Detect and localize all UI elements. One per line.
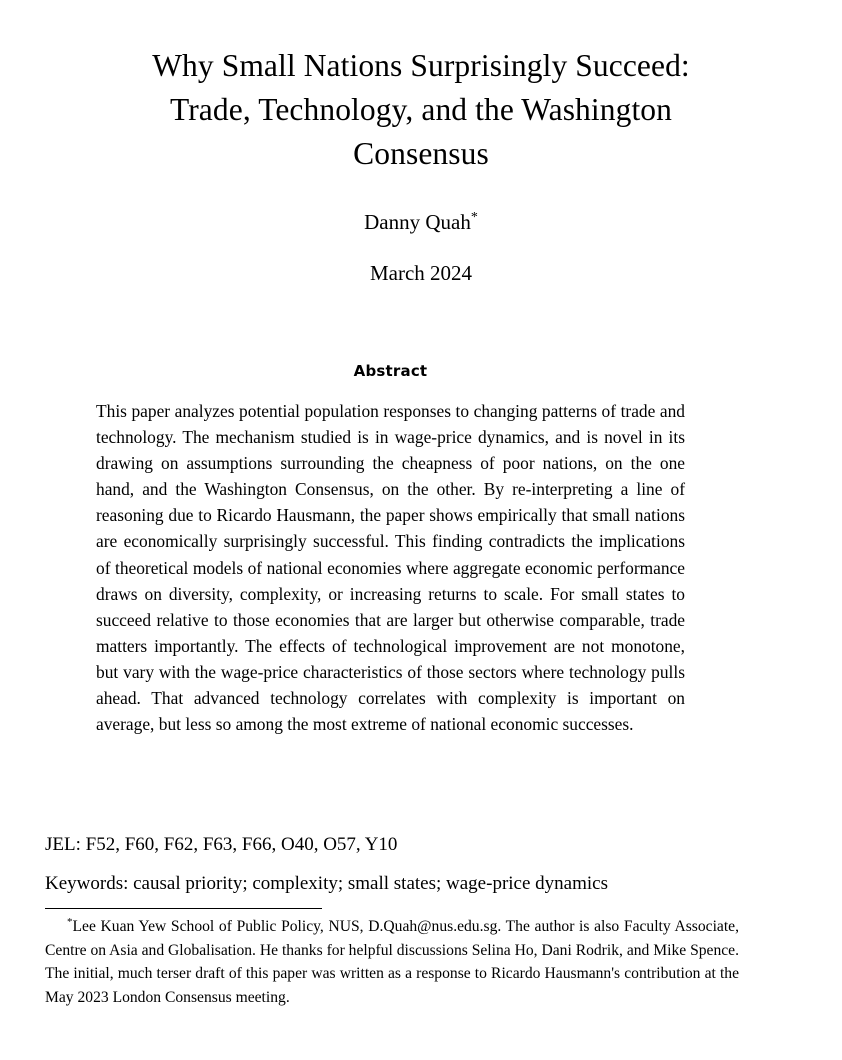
abstract-body [96, 398, 685, 737]
page-title [55, 44, 787, 176]
footnote-divider [45, 908, 322, 909]
jel-codes: JEL: F52, F60, F62, F63, F66, O40, O57, Y10 [45, 834, 398, 855]
author-name [55, 207, 787, 237]
footnote-marker: * [67, 915, 73, 928]
keywords: Keywords: causal priority; complexity; small states; wage-price dynamics [45, 873, 608, 894]
author-label: Danny Quah [364, 210, 471, 234]
publication-date: March 2024 [369, 261, 473, 285]
title-line-2: Trade, Technology, and the Washington [169, 92, 673, 127]
abstract-heading: Abstract [353, 362, 428, 380]
author-footnote-marker: * [470, 210, 478, 225]
title-line-1: Why Small Nations Surprisingly Succeed: [152, 48, 690, 83]
abstract-paragraph: This paper analyzes potential population responses to changing patterns of trade and technology. The mechanism studied is in wage-price dynamics, and is novel in its drawing on assumptions surrounding the cheapness of poor nations, on the one hand, and the Washington Consensus, on the other. By re-interpreting a line of reasoning due to Ricardo Hausmann, the paper shows empirically that small nations are economically surprisingly successful. This finding contradicts the implications of theoretical models of national economies where aggregate economic performance draws on diversity, complexity, or increasing returns to scale. For small states to succeed relative to those economies that are larger but otherwise comparable, trade matters importantly. The effects of technological improvement are not monotone, but vary with the wage-price characteristics of those sectors where technology pulls ahead. That advanced technology correlates with complexity is important on average, but less so among the most extreme of national economic successes. [96, 401, 685, 735]
footnote-text [45, 915, 739, 1009]
title-block [55, 44, 787, 176]
title-line-3: Consensus [353, 136, 489, 171]
footnote-block [45, 915, 739, 1009]
footnote-content: Lee Kuan Yew School of Public Policy, NUS, D.Quah@nus.edu.sg. The author is also Faculty Associate, Centre on Asia and Globalisation. He thanks for helpful discussions Selina Ho, Dani Rodrik, and Mike Spence. The initial, much terser draft of this paper was written as a response to Ricardo Hausmann's contribution at the May 2023 London Consensus meeting. [45, 918, 739, 1006]
